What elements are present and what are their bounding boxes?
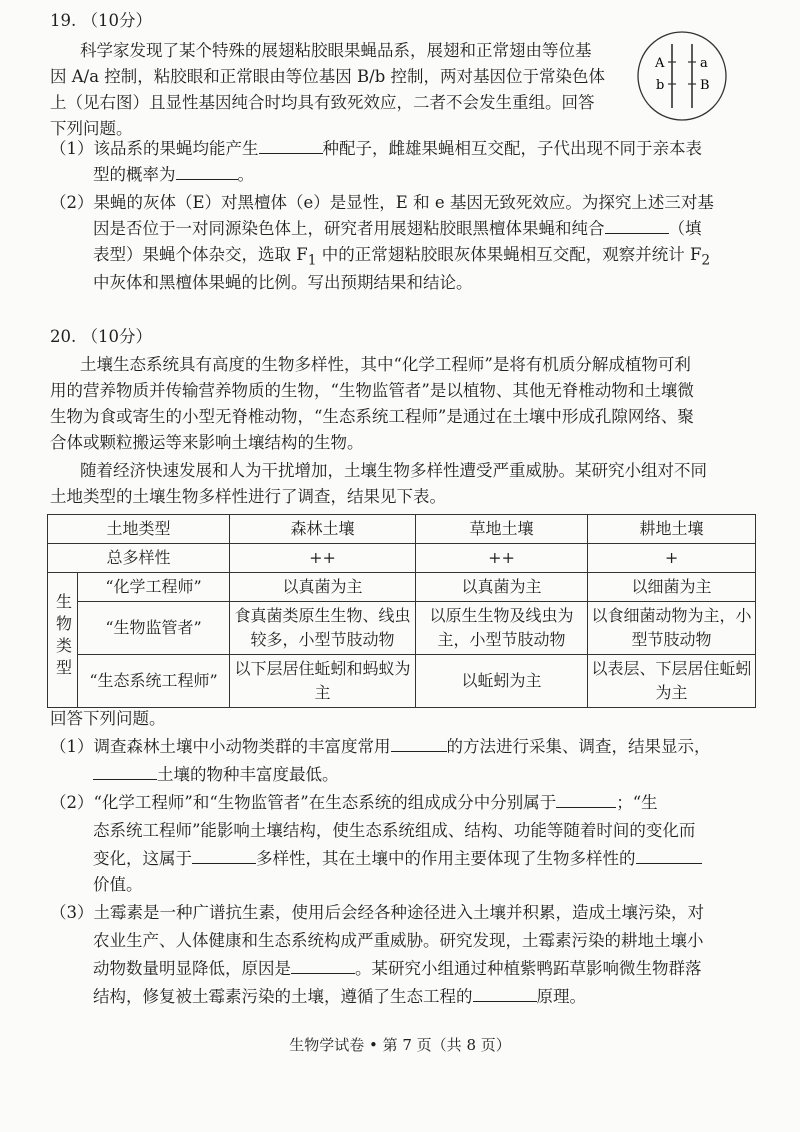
table-header-row bbox=[48, 515, 756, 544]
table-cell: 以表层、下层居住蚯蚓为主 bbox=[588, 655, 756, 708]
q19-p2-text-d: 中的正常翅粘胶眼灰体果蝇相互交配，观察并统计 F bbox=[316, 245, 702, 264]
q19-text-line-1: 科学家发现了某个特殊的展翅粘胶眼果蝇品系，展翅和正常翅由等位基 bbox=[80, 41, 592, 60]
q20-sub1-line1 bbox=[50, 734, 711, 760]
q20-s1-text-a: （1）调查森林土壤中小动物类群的丰富度常用 bbox=[50, 737, 391, 756]
q19-part2-line1: （2）果蝇的灰体（E）对黑檀体（e）是显性，E 和 e 基因无致死效应。为探究上述三对基 bbox=[50, 193, 714, 212]
q20-sub2-line2: 态系统工程师”能影响土壤结构，使生态系统组成、结构、功能等随着时间的变化而 bbox=[93, 821, 696, 840]
table-row bbox=[48, 544, 756, 573]
q20-heading: 20. （10分） bbox=[50, 327, 152, 346]
q19-part2-line2 bbox=[93, 216, 702, 242]
header-land-type: 土地类型 bbox=[48, 515, 230, 544]
header-forest: 森林土壤 bbox=[230, 515, 416, 544]
cell-outline bbox=[638, 32, 726, 120]
table-cell: 以蚯蚓为主 bbox=[416, 655, 588, 708]
q19-text-line-3: 上（见右图）且显性基因纯合时均具有致死效应，二者不会发生重组。回答 bbox=[50, 93, 595, 112]
q20-sub3-line4 bbox=[93, 984, 586, 1010]
q20-s2-text-a: （2）“化学工程师”和“生物监管者”在生态系统的组成成分中分别属于 bbox=[50, 793, 557, 812]
q19-part2-line4: 中灰体和黑檀体果蝇的比例。写出预期结果和结论。 bbox=[93, 273, 473, 292]
table-row bbox=[48, 655, 756, 708]
q19-text-line-2: 因 A/a 控制，粘胶眼和正常眼由等位基因 B/b 控制，两对基因位于常染色体 bbox=[50, 67, 606, 86]
answer-blank[interactable] bbox=[291, 957, 355, 974]
row-label-type: “生态系统工程师” bbox=[78, 655, 230, 708]
q20-sub3-line3 bbox=[93, 956, 702, 982]
allele-a-label: a bbox=[700, 56, 708, 71]
table-row bbox=[48, 602, 756, 655]
q19-p1-text-b: 种配子，雌雄果蝇相互交配，子代出现不同于亲本表 bbox=[322, 139, 702, 158]
q19-p2-text-a: 因是否位于一对同源染色体上，研究者用展翅粘胶眼黑檀体果蝇和纯合 bbox=[93, 219, 605, 238]
cell-farmland-diversity: + bbox=[588, 544, 756, 573]
answer-blank[interactable] bbox=[93, 763, 157, 780]
q20-sub3-line1: （3）土霉素是一种广谱抗生素，使用后会经各种途径进入土壤并积累，造成土壤污染，对 bbox=[50, 903, 704, 922]
table-cell: 以真菌为主 bbox=[230, 573, 416, 602]
group-label-text: 生物类型 bbox=[53, 592, 73, 681]
q20-sub3-line2: 农业生产、人体健康和生态系统构成严重威胁。研究发现，土霉素污染的耕地土壤小 bbox=[93, 931, 704, 950]
table-cell: 以细菌为主 bbox=[588, 573, 756, 602]
answer-blank[interactable] bbox=[473, 985, 537, 1002]
q20-para1-line4: 合体或颗粒搬运等来影响土壤结构的生物。 bbox=[50, 433, 364, 452]
row-label-type: “生物监管者” bbox=[78, 602, 230, 655]
header-farmland: 耕地土壤 bbox=[588, 515, 756, 544]
subscript-1: 1 bbox=[307, 252, 317, 269]
page-footer: 生物学试卷 • 第 7 页（共 8 页） bbox=[289, 1036, 511, 1054]
header-grassland: 草地土壤 bbox=[416, 515, 588, 544]
answer-blank[interactable] bbox=[176, 163, 238, 180]
q20-sub2-line4: 价值。 bbox=[93, 875, 143, 894]
q19-part2-line3 bbox=[93, 242, 710, 273]
answer-blank[interactable] bbox=[636, 847, 702, 864]
allele-A-label: A bbox=[655, 56, 665, 71]
answer-blank[interactable] bbox=[259, 137, 323, 154]
table-cell: 以原生生物及线虫为主，小型节肢动物 bbox=[416, 602, 588, 655]
cell-grassland-diversity: ++ bbox=[416, 544, 588, 573]
group-label-organism-type bbox=[48, 573, 78, 708]
answer-blank[interactable] bbox=[556, 791, 616, 808]
q20-sub2-line3 bbox=[93, 846, 702, 872]
table-cell: 食真菌类原生生物、线虫较多，小型节肢动物 bbox=[230, 602, 416, 655]
q19-p2-text-c: 表型）果蝇个体杂交，选取 F bbox=[93, 245, 308, 264]
q20-sub2-line1 bbox=[50, 790, 658, 816]
soil-biodiversity-table bbox=[47, 514, 756, 708]
q20-s3-text-c: 动物数量明显降低，原因是 bbox=[93, 959, 291, 978]
answer-blank[interactable] bbox=[605, 217, 669, 234]
row-label-diversity: 总多样性 bbox=[48, 544, 230, 573]
row-label-type: “化学工程师” bbox=[78, 573, 230, 602]
q20-s2-text-d: 变化，这属于 bbox=[93, 849, 192, 868]
q20-s3-text-d: 。某研究小组通过种植紫鸭跖草影响微生物群落 bbox=[355, 959, 702, 978]
table-row bbox=[48, 573, 756, 602]
answer-prompt: 回答下列问题。 bbox=[50, 709, 166, 728]
allele-B-label: B bbox=[700, 78, 710, 93]
q20-sub1-line2 bbox=[93, 762, 339, 788]
q20-s1-text-b: 的方法进行采集、调查，结果显示， bbox=[446, 737, 711, 756]
q20-s2-text-e: 多样性，其在土壤中的作用主要体现了生物多样性的 bbox=[256, 849, 636, 868]
q20-s1-text-c: 土壤的物种丰富度最低。 bbox=[157, 765, 339, 784]
q20-s3-text-e: 结构，修复被土霉素污染的土壤，遵循了生态工程的 bbox=[93, 987, 473, 1006]
q19-p2-text-b: （填 bbox=[668, 219, 702, 238]
answer-blank[interactable] bbox=[391, 735, 447, 752]
answer-blank[interactable] bbox=[192, 847, 256, 864]
table-cell: 以真菌为主 bbox=[416, 573, 588, 602]
q20-s3-text-f: 原理。 bbox=[536, 987, 586, 1006]
q19-heading: 19. （10分） bbox=[50, 11, 152, 30]
q19-part1-line2 bbox=[93, 162, 254, 188]
allele-b-label: b bbox=[656, 78, 665, 93]
chromosome-diagram bbox=[636, 30, 728, 122]
table-cell: 以食细菌动物为主，小型节肢动物 bbox=[588, 602, 756, 655]
q19-p1-text-c: 型的概率为 bbox=[93, 165, 176, 184]
q20-para1-line3: 生物为食或寄生的小型无脊椎动物，“生态系统工程师”是通过在土壤中形成孔隙网络、聚 bbox=[50, 407, 694, 426]
q20-s2-text-b: ；“生 bbox=[616, 793, 658, 812]
subscript-2: 2 bbox=[701, 252, 711, 269]
q20-para2-line1: 随着经济快速发展和人为干扰增加，土壤生物多样性遭受严重威胁。某研究小组对不同 bbox=[80, 461, 707, 480]
cell-forest-diversity: ++ bbox=[230, 544, 416, 573]
table-cell: 以下层居住蚯蚓和蚂蚁为主 bbox=[230, 655, 416, 708]
q20-para1-line1: 土壤生态系统具有高度的生物多样性，其中“化学工程师”是将有机质分解成植物可利 bbox=[80, 355, 691, 374]
q19-text-line-4: 下列问题。 bbox=[50, 119, 133, 138]
q20-para2-line2: 土地类型的土壤生物多样性进行了调查，结果见下表。 bbox=[50, 487, 446, 506]
q19-p1-text-d: 。 bbox=[237, 165, 254, 184]
q19-p1-text-a: （1）该品系的果蝇均能产生 bbox=[50, 139, 259, 158]
q19-part1-line1 bbox=[50, 136, 702, 162]
q20-para1-line2: 用的营养物质并传输营养物质的生物，“生物监管者”是以植物、其他无脊椎动物和土壤微 bbox=[50, 381, 694, 400]
